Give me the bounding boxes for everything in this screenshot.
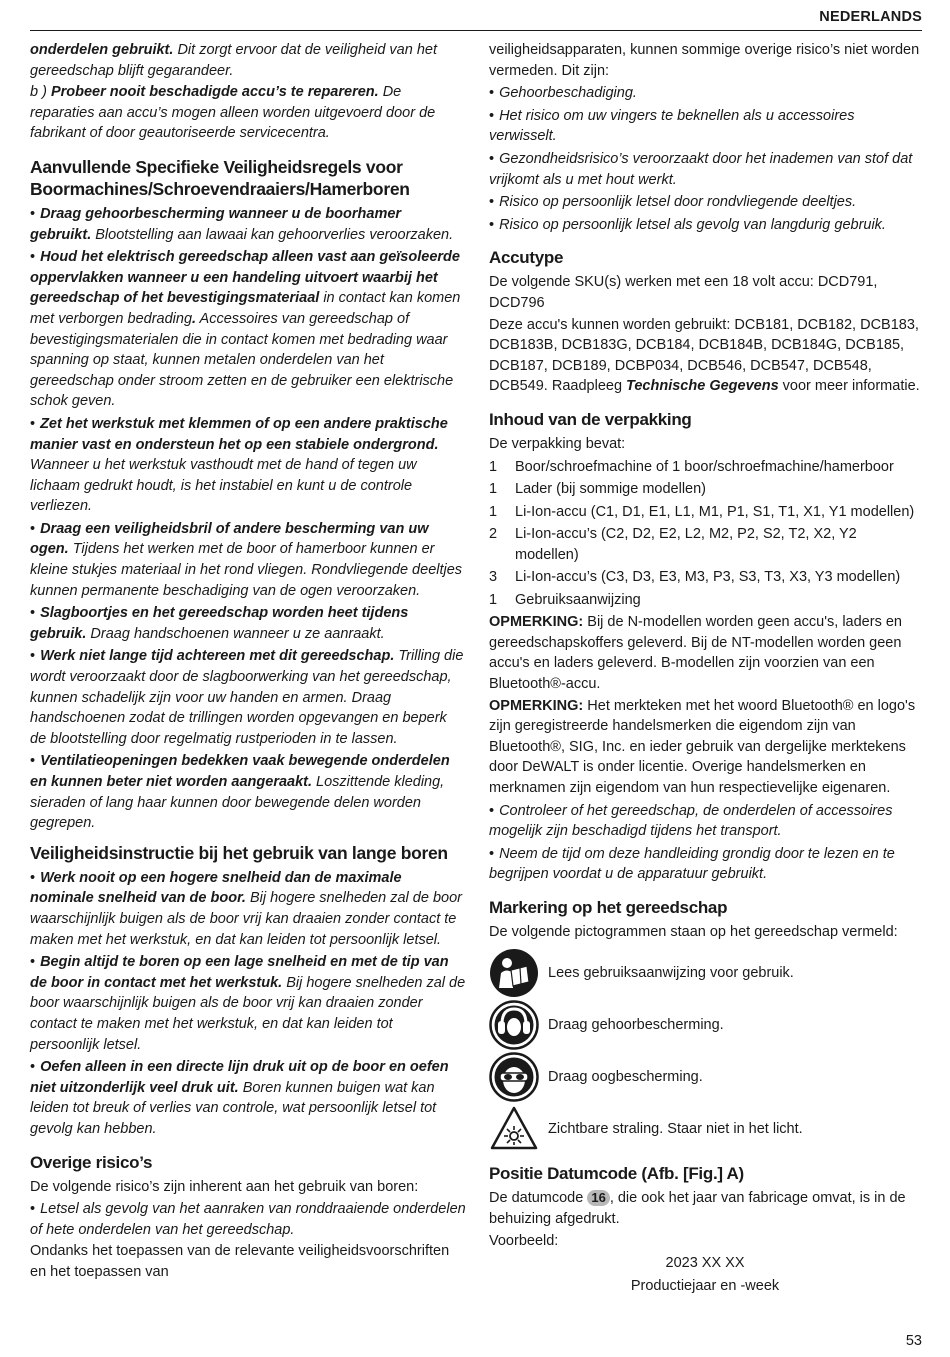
bullet-item: • Draag gehoorbescherming wanneer u de boorhamer gebruikt. Blootstelling aan lawaai kan gehoorverlies veroorzaken. bbox=[30, 205, 454, 243]
quantity: 3 bbox=[489, 569, 498, 586]
bullet-item: • Ventilatieopeningen bedekken vaak bewegende onderdelen en kunnen beter niet worden aangeraakt. Loszittende kleding, sieraden of lang haar kunnen door bewegende delen worden gegrepen. bbox=[30, 753, 450, 832]
pictogram-label: Zichtbare straling. Staar niet in het licht. bbox=[548, 1121, 803, 1138]
section-heading: Aanvullende Specifieke Veiligheidsregels voor Boormachines/Schroevendraaiers/Hamerboren bbox=[30, 156, 410, 199]
text: Wanneer u het werkstuk vasthoudt met de hand of tegen uw lichaam gedrukt houdt, is het instabiel en kunt u de controle verliezen. bbox=[30, 457, 417, 515]
paragraph: Voorbeeld: bbox=[489, 1232, 559, 1249]
example-code: 2023 XX XX bbox=[665, 1255, 745, 1272]
paragraph: De volgende risico’s zijn inherent aan het gebruik van boren: bbox=[30, 1178, 419, 1195]
bullet-item: • Oefen alleen in een directe lijn druk uit op de boor en oefen niet uitzonderlijk veel druk uit. Boren kunnen buigen wat kan leiden tot breuk of verlies van controle, wat persoonlijk letsel tot gevolg kan hebben. bbox=[30, 1059, 449, 1137]
bullet-item: • Neem de tijd om deze handleiding grondig door te lezen en te begrijpen voordat u de apparatuur gebruikt. bbox=[489, 845, 895, 883]
contents-item bbox=[489, 590, 921, 611]
text: Loszittende kleding, sieraden of lang haar kunnen door bewegende delen worden gegrepen. bbox=[30, 774, 445, 832]
text: Tijdens het werken met de boor of hamerboor kunnen er kleine stukjes materiaal in het rond vliegen. Rondvliegende deeltjes kunnen permanente beschadiging van de ogen veroorzaken. bbox=[30, 541, 463, 599]
note-label: OPMERKING: bbox=[489, 697, 584, 714]
note bbox=[489, 696, 921, 799]
paragraph: De volgende SKU(s) werken met een 18 volt accu: DCD791, DCD796 bbox=[489, 274, 878, 311]
text: Bij hogere snelheden zal de boor waarschijnlijk buigen als de boor vrij kan draaien zonder contact te maken met het werkstuk, en dat kan leiden tot persoonlijk letsel. bbox=[30, 890, 462, 948]
text: De reparaties aan accu’s mogen alleen worden uitgevoerd door de fabrikant of door geautoriseerde servicecentra. bbox=[30, 84, 436, 142]
text: Risico op persoonlijk letsel als gevolg van langdurig gebruik. bbox=[499, 216, 886, 233]
text: voor meer informatie. bbox=[778, 378, 920, 395]
right-column bbox=[489, 40, 921, 1297]
text: Bij de N-modellen worden geen accu's, laders en gereedschapskoffers geleverd. Bij de NT-modellen worden geen accu's en laders geleverd. B-modellen zijn voorzien van een Bluetooth®-accu. bbox=[489, 614, 902, 692]
bullet-item: • Werk niet lange tijd achtereen met dit gereedschap. Trilling die wordt veroorzaakt door de slagboorwerking van het gereedschap, kunnen schadelijk zijn voor uw handen en armen. Draag handschoenen zodat de trillingen worden opgevangen en beperk de blootstelling door regelmatig rustperioden in te lassen. bbox=[30, 648, 464, 747]
bold-text: . bbox=[192, 310, 197, 327]
section-heading: Markering op het gereedschap bbox=[489, 897, 728, 917]
note-label: OPMERKING: bbox=[489, 614, 584, 631]
paragraph: De verpakking bevat: bbox=[489, 435, 626, 452]
bold-text: Draag gehoorbescherming wanneer u de boorhamer gebruikt. bbox=[30, 205, 402, 243]
text: Li-Ion-accu’s (C2, D2, E2, L2, M2, P2, S2, T2, X2, Y2 modellen) bbox=[515, 526, 857, 563]
quantity: 1 bbox=[489, 503, 498, 520]
quantity: 2 bbox=[489, 526, 498, 543]
quantity: 1 bbox=[489, 592, 498, 609]
bold-text: Probeer nooit beschadigde accu’s te repareren. bbox=[50, 84, 379, 101]
contents-item bbox=[489, 567, 921, 588]
text: Dit zorgt ervoor dat de veiligheid van het gereedschap blijft gegarandeer. bbox=[30, 42, 437, 79]
bold-text: Houd het elektrisch gereedschap alleen vast aan geïsoleerde oppervlakken wanneer u een handeling uitvoert waarbij het gereedschap of het bevestigingsmateriaal bbox=[30, 249, 460, 307]
pictogram-label: Lees gebruiksaanwijzing voor gebruik. bbox=[548, 965, 794, 982]
text: b ) bbox=[30, 84, 51, 101]
risk-item: • Risico op persoonlijk letsel door rondvliegende deeltjes. bbox=[489, 194, 857, 211]
pictogram-row bbox=[489, 999, 921, 1051]
section-heading: Overige risico’s bbox=[30, 1152, 153, 1172]
text: Het merkteken met het woord Bluetooth® en logo's zijn geregistreerde handelsmerken die eigendom zijn van Bluetooth®, SIG, Inc. en ieder gebruik van dergelijke merktekens door DeWALT is onder licentie. Overige handelsmerken en merknamen zijn eigendom van hun respectievelijke eigenaren. bbox=[489, 697, 916, 796]
bullet-item: • Houd het elektrisch gereedschap alleen vast aan geïsoleerde oppervlakken wanneer u een handeling uitvoert waarbij het gereedschap of het bevestigingsmateriaal in contact kan komen met verborgen bedrading. Accessoires van gereedschap of bevestigingsmaterialen die in contact komen met bedrading waar spanning op staat, kunnen metalen onderdelen van het gereedschap onder stroom zetten en de gebruiker een elektrische schok geven. bbox=[30, 249, 461, 410]
text: Gezondheidsrisico’s veroorzaakt door het inademen van stof dat vrijkomt als u met hout werkt. bbox=[489, 150, 913, 188]
text: Lader (bij sommige modellen) bbox=[515, 481, 706, 498]
section-heading: Veiligheidsinstructie bij het gebruik van lange boren bbox=[30, 842, 448, 863]
text: Boren kunnen buigen wat kan leiden tot breuk of verlies van controle, wat persoonlijk letsel tot gevolg kan hebben. bbox=[30, 1079, 437, 1137]
quantity: 1 bbox=[489, 481, 498, 498]
risk-item: • Risico op persoonlijk letsel als gevolg van langdurig gebruik. bbox=[489, 216, 886, 233]
text: Gebruiksaanwijzing bbox=[515, 592, 641, 609]
text: De datumcode bbox=[489, 1190, 588, 1207]
eye-protection-icon bbox=[489, 1052, 539, 1102]
pictogram-label: Draag gehoorbescherming. bbox=[548, 1017, 724, 1034]
bold-text: Draag een veiligheidsbril of andere bescherming van uw ogen. bbox=[30, 520, 429, 558]
risk-item: • Het risico om uw vingers te beknellen als u accessoires verwisselt. bbox=[489, 107, 855, 145]
paragraph: veiligheidsapparaten, kunnen sommige overige risico’s niet worden vermeden. Dit zijn: bbox=[489, 42, 920, 79]
bullet-item: • Begin altijd te boren op een lage snelheid en met de tip van de boor in contact met het werkstuk. Bij hogere snelheden zal de boor waarschijnlijk buigen als de boor vrij kan draaien zonder contact te maken met het werkstuk, en dat kan leiden tot persoonlijk letsel. bbox=[30, 954, 466, 1053]
risk-item: • Gezondheidsrisico’s veroorzaakt door het inademen van stof dat vrijkomt als u met hout werkt. bbox=[489, 150, 913, 188]
pictogram-row bbox=[489, 947, 921, 999]
bullet-item: • Letsel als gevolg van het aanraken van ronddraaiende onderdelen of hete onderdelen van het gereedschap. bbox=[30, 1201, 466, 1238]
bold-text: Oefen alleen in een directe lijn druk uit op de boor en oefen niet uitzonderlijk veel druk uit. bbox=[30, 1059, 449, 1096]
text: Trilling die wordt veroorzaakt door de slagboorwerking van het gereedschap, kunnen schadelijk zijn voor uw handen en armen. Draag handschoenen zodat de trillingen worden opgevangen en beperk de blootstelling door regelmatig rustperioden in te lassen. bbox=[30, 648, 464, 747]
text: Deze accu's kunnen worden gebruikt: DCB181, DCB182, DCB183, DCB183B, DCB183G, DCB184, DCB184B, DCB184G, DCB185, DCB187, DCB189, DCBP034, DCB546, DCB547, DCB548, DCB549. Raadpleeg bbox=[489, 316, 919, 395]
contents-item bbox=[489, 524, 921, 565]
bullet-item: • Slagboortjes en het gereedschap worden heet tijdens gebruik. Draag handschoenen wanneer u ze aanraakt. bbox=[30, 605, 409, 642]
text: Letsel als gevolg van het aanraken van ronddraaiende onderdelen of hete onderdelen van het gereedschap. bbox=[30, 1201, 466, 1238]
bold-text: Ventilatieopeningen bedekken vaak bewegende onderdelen en kunnen beter niet worden aangeraakt. bbox=[30, 753, 450, 790]
pictogram-row bbox=[489, 1103, 921, 1155]
section-heading: Inhoud van de verpakking bbox=[489, 409, 692, 429]
bullet-item: • Zet het werkstuk met klemmen of op een andere praktische manier vast en ondersteun het op een stabiele ondergrond. Wanneer u het werkstuk vasthoudt met de hand of tegen uw lichaam gedrukt houdt, is het instabiel en kunt u de controle verliezen. bbox=[30, 415, 448, 515]
pictogram-label: Draag oogbescherming. bbox=[548, 1069, 703, 1086]
paragraph bbox=[489, 315, 921, 397]
text: Het risico om uw vingers te beknellen als u accessoires verwisselt. bbox=[489, 107, 855, 145]
bullet-item: • Controleer of het gereedschap, de onderdelen of accessoires mogelijk zijn beschadigd tijdens het transport. bbox=[489, 802, 893, 840]
text: Controleer of het gereedschap, de onderdelen of accessoires mogelijk zijn beschadigd tijdens het transport. bbox=[489, 802, 893, 840]
page-number: 53 bbox=[905, 1333, 922, 1349]
text: Risico op persoonlijk letsel door rondvliegende deeltjes. bbox=[499, 194, 857, 211]
example-caption: Productiejaar en -week bbox=[630, 1277, 780, 1294]
paragraph bbox=[30, 82, 466, 144]
callout-number: 16 bbox=[587, 1190, 609, 1206]
text: Accessoires van gereedschap of bevestigingsmaterialen die in contact komen met bedrading waar spanning op staat, kunnen metalen onderdelen van het gereedschap onder stroom zetten en de gebruiker een elektrische schok geven. bbox=[30, 310, 454, 410]
note bbox=[489, 612, 921, 694]
paragraph bbox=[30, 40, 466, 81]
text: Neem de tijd om deze handleiding grondig door te lezen en te begrijpen voordat u de apparatuur gebruikt. bbox=[489, 845, 895, 883]
contents-item bbox=[489, 457, 921, 478]
paragraph: Ondanks het toepassen van de relevante veiligheidsvoorschriften en het toepassen van bbox=[30, 1243, 450, 1280]
text: Draag handschoenen wanneer u ze aanraakt. bbox=[86, 625, 385, 642]
risk-item: • Gehoorbeschadiging. bbox=[489, 85, 637, 102]
pictogram-row bbox=[489, 1051, 921, 1103]
paragraph: De volgende pictogrammen staan op het gereedschap vermeld: bbox=[489, 923, 898, 940]
read-manual-icon bbox=[489, 948, 539, 998]
ear-protection-icon bbox=[489, 1000, 539, 1050]
text: Li-Ion-accu’s (C3, D3, E3, M3, P3, S3, T3, X3, Y3 modellen) bbox=[515, 569, 901, 586]
contents-item bbox=[489, 479, 921, 500]
bold-text: Werk nooit op een hogere snelheid dan de maximale nominale snelheid van de boor. bbox=[30, 869, 402, 907]
quantity: 1 bbox=[489, 458, 498, 475]
paragraph bbox=[489, 1188, 921, 1229]
bold-text: Begin altijd te boren op een lage snelheid en met de tip van de boor in contact met het werkstuk. bbox=[30, 954, 449, 991]
text: , die ook het jaar van fabricage omvat, is in de behuizing afgedrukt. bbox=[489, 1190, 906, 1228]
text: Boor/schroefmachine of 1 boor/schroefmachine/hamerboor bbox=[515, 458, 894, 475]
visible-radiation-icon bbox=[489, 1104, 539, 1154]
bold-text: Zet het werkstuk met klemmen of op een andere praktische manier vast en ondersteun het op een stabiele ondergrond. bbox=[30, 415, 448, 453]
header-rule bbox=[30, 30, 922, 31]
bold-text: Technische Gegevens bbox=[626, 378, 779, 395]
bold-text: Slagboortjes en het gereedschap worden heet tijdens gebruik. bbox=[30, 605, 409, 642]
bullet-item: • Draag een veiligheidsbril of andere bescherming van uw ogen. Tijdens het werken met de boor of hamerboor kunnen er kleine stukjes materiaal in het rond vliegen. Rondvliegende deeltjes kunnen permanente beschadiging van de ogen veroorzaken. bbox=[30, 520, 463, 599]
section-heading: Positie Datumcode (Afb. [Fig.] A) bbox=[489, 1164, 744, 1184]
bullet-item: • Werk nooit op een hogere snelheid dan de maximale nominale snelheid van de boor. Bij hogere snelheden zal de boor waarschijnlijk buigen als de boor vrij kan draaien zonder contact te maken met het werkstuk, en dat kan leiden tot persoonlijk letsel. bbox=[30, 869, 462, 948]
text: Li-Ion-accu (C1, D1, E1, L1, M1, P1, S1, T1, X1, Y1 modellen) bbox=[515, 503, 915, 520]
contents-item bbox=[489, 502, 921, 523]
text: Gehoorbeschadiging. bbox=[499, 85, 637, 102]
bold-text: onderdelen gebruikt. bbox=[30, 42, 174, 58]
text: in contact kan komen met verborgen bedrading bbox=[30, 290, 461, 327]
section-heading: Accutype bbox=[489, 248, 564, 268]
text: Blootstelling aan lawaai kan gehoorverlies veroorzaken. bbox=[91, 226, 454, 243]
text: Bij hogere snelheden zal de boor waarschijnlijk buigen als de boor vrij kan draaien zonder contact te maken met het werkstuk, en dat kan leiden tot persoonlijk letsel. bbox=[30, 974, 466, 1053]
left-column bbox=[30, 40, 466, 1283]
header-language: NEDERLANDS bbox=[819, 9, 922, 25]
bold-text: Werk niet lange tijd achtereen met dit gereedschap. bbox=[40, 648, 395, 665]
